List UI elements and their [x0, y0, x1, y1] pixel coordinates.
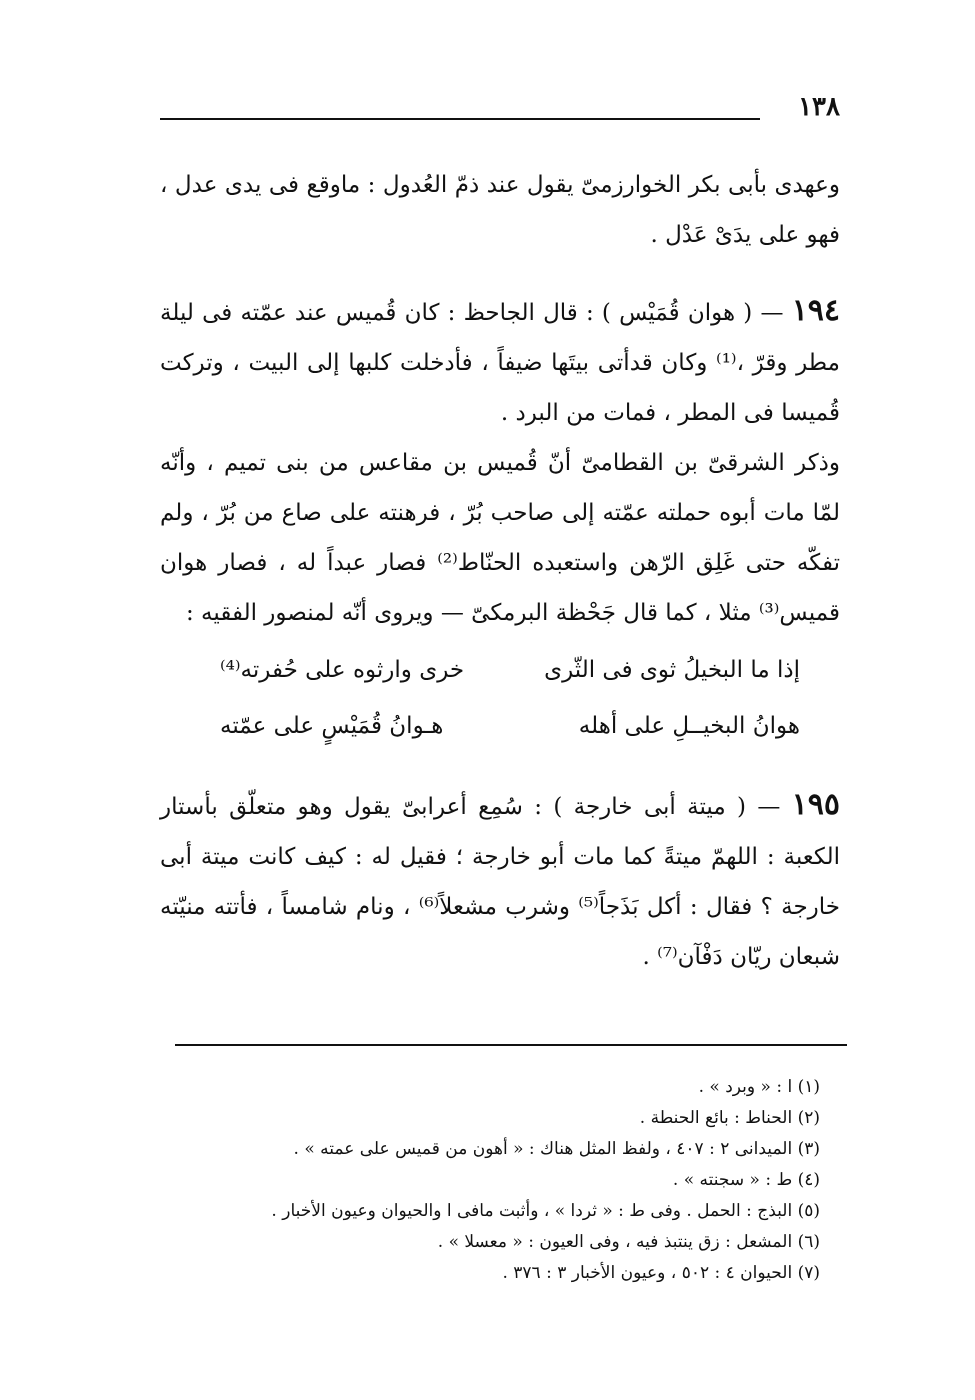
- paragraph-qumays-story: وذكر الشرقىّ بن القطامىّ أنّ قُميس بن مقاعس من بنى تميم ، وأنّه لمّا مات أبوه حملته عمّته إلى صاحب بُرّ ، فرهنته على صاع من بُرّ ، ولم تفكّه حتى غَلِق الرّهن واستعبده الحنّاط⁽²⁾ فصار عبداً له ، فصار هوان قميس⁽³⁾ مثلا ، كما قال جَحْظة البرمكىّ — ويروى أنّه لمنصور الفقيه :: [160, 450, 841, 626]
- page-number: ١٣٨: [798, 92, 840, 122]
- entry-number: ١٩٥: [791, 787, 841, 822]
- verse-second-hemistich: خرى وارثوه على حُفرته⁽⁴⁾: [220, 657, 465, 683]
- footnote: (١) ا : « وبرد » .: [698, 1077, 820, 1097]
- entry-dash: —: [760, 300, 784, 326]
- footnote: (٥) البذج : الحمل . وفى ط : « ثردا » ، وأثبت مافى ا والحيوان وعيون الأخبار .: [271, 1201, 820, 1221]
- verse-second-hemistich: هـوانُ قُمَيْسٍ على عمّته: [220, 713, 444, 739]
- entry-number: ١٩٤: [791, 293, 841, 328]
- entry-text: ( هوان قُمَيْس ) : قال الجاحظ : كان قُميس عند عمّته فى ليلة مطر وقرّ ،⁽¹⁾ وكان قدأتى بيتَها ضيفاً ، فأدخلت كلبها إلى البيت ، وتركت قُميسا فى المطر ، فمات من البرد .: [160, 300, 840, 426]
- entry-text: ( ميتة أبى خارجة ) : سُمِع أعرابىّ يقول وهو متعلّق بأستار الكعبة : اللهمّ ميتةً كما مات أبو خارجة ؛ فقيل له : كيف كانت ميتة أبى خارجة ؟ فقال : أكل بَذَجاً⁽⁵⁾ وشرب مشعلاً⁽⁶⁾ ، ونام شامساً ، فأتته منيّته شبعان ريّان دَفْآن⁽⁷⁾ .: [160, 794, 840, 970]
- entry-194: [160, 286, 840, 438]
- footnote: (٦) المشعل : زق ينتبذ فيه ، وفى العيون : « معسلا » .: [437, 1232, 820, 1252]
- page-header: [160, 92, 840, 132]
- entry-dash: —: [757, 794, 781, 820]
- footnote: (٣) الميدانى ٢ : ٤٠٧ ، ولفظ المثل هناك : « أهون من قميس على عمته » .: [293, 1139, 820, 1159]
- verse-line: [160, 698, 840, 754]
- main-text: [160, 160, 840, 982]
- verse-block: [160, 642, 840, 754]
- footnotes-rule: [175, 1044, 847, 1046]
- intro-paragraph: وعهدى بأبى بكر الخوارزمىّ يقول عند ذمّ العُدول : ماوقع فى يدى عدل ، فهو على يدَىْ عَدْل .: [160, 172, 840, 248]
- verse-first-hemistich: هوانُ البخيــلِ على أهله: [578, 713, 800, 739]
- verse-line: [160, 642, 840, 698]
- header-rule: [160, 118, 760, 120]
- footnote: (٤) ط : « سجنته » .: [672, 1170, 820, 1190]
- entry-195: [160, 780, 840, 982]
- footnote: (٧) الحيوان ٤ : ٥٠٢ ، وعيون الأخبار ٣ : ٣٧٦ .: [502, 1263, 820, 1283]
- footnote: (٢) الحناط : بائع الحنطة .: [639, 1108, 820, 1128]
- verse-first-hemistich: إذا ما البخيلُ ثوى فى الثّرى: [544, 657, 800, 683]
- footnotes: [175, 1072, 820, 1289]
